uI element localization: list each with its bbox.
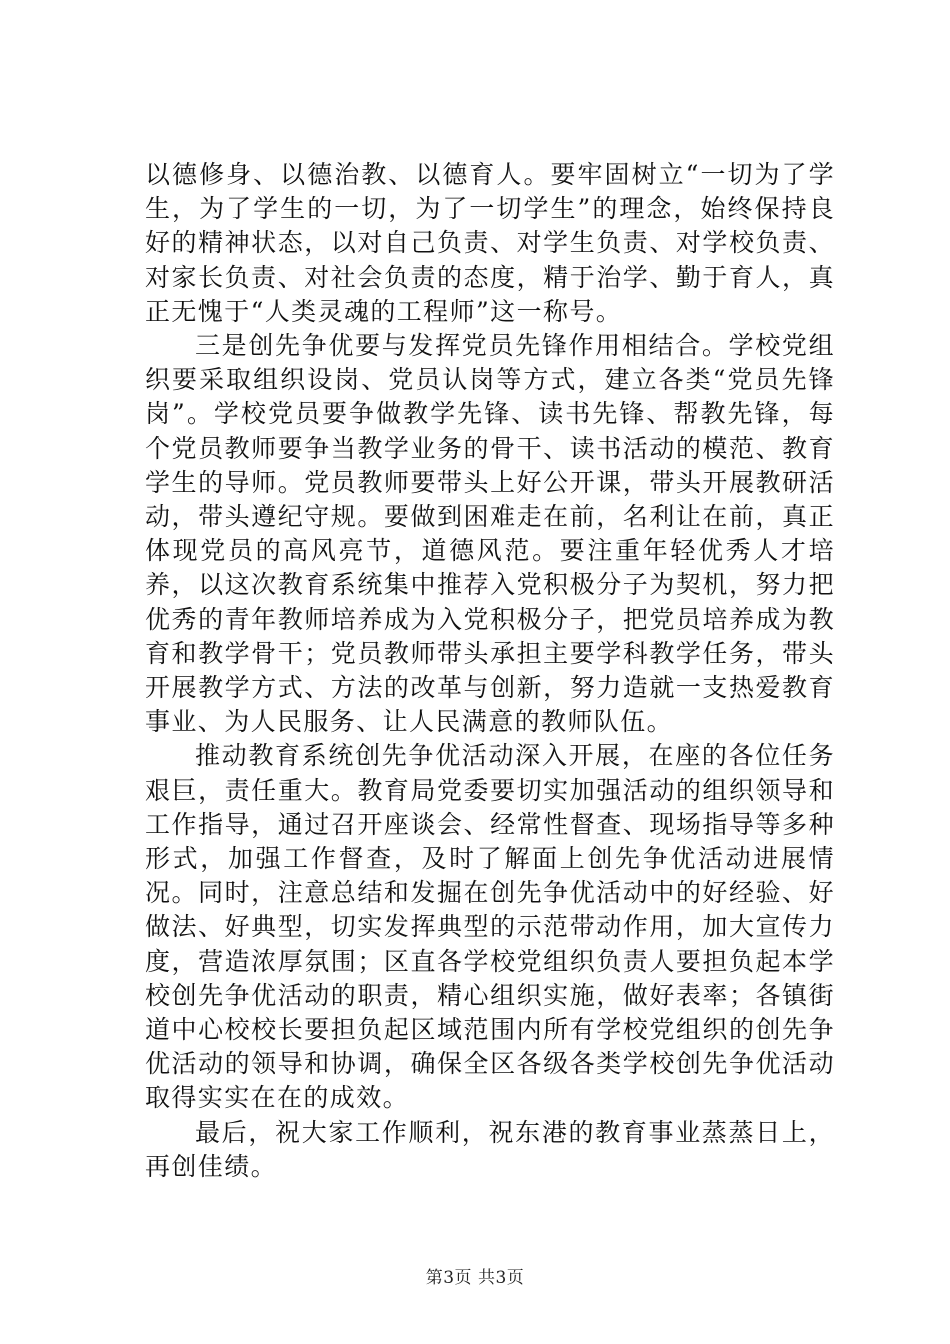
paragraph-4: 最后，祝大家工作顺利，祝东港的教育事业蒸蒸日上，再创佳绩。 xyxy=(145,1117,835,1181)
paragraph-2: 三是创先争优要与发挥党员先锋作用相结合。学校党组织要采取组织设岗、党员认岗等方式，建立各类“党员先锋岗”。学校党员要争做教学先锋、读书先锋、帮教先锋，每个党员教师要争当教学业务的骨干、读书活动的模范、教育学生的导师。党员教师要带头上好公开课，带头开展教研活动，带头遵纪守规。要做到困难走在前，名利让在前，真正体现党员的高风亮节，道德风范。要注重年轻优秀人才培养，以这次教育系统集中推荐入党积极分子为契机，努力把优秀的青年教师培养成为入党积极分子，把党员培养成为教育和教学骨干；党员教师带头承担主要学科教学任务，带头开展教学方式、方法的改革与创新，努力造就一支热爱教育事业、为人民服务、让人民满意的教师队伍。 xyxy=(145,331,835,737)
document-body xyxy=(145,158,835,1184)
page-number-footer: 第3页 共3页 xyxy=(425,1268,525,1288)
paragraph-1: 以德修身、以德治教、以德育人。要牢固树立“一切为了学生，为了学生的一切，为了一切学生”的理念，始终保持良好的精神状态，以对自己负责、对学生负责、对学校负责、对家长负责、对社会负责的态度，精于治学、勤于育人，真正无愧于“人类灵魂的工程师”这一称号。 xyxy=(145,160,835,326)
paragraph-3: 推动教育系统创先争优活动深入开展，在座的各位任务艰巨，责任重大。教育局党委要切实加强活动的组织领导和工作指导，通过召开座谈会、经常性督查、现场指导等多种形式，加强工作督查，及时了解面上创先争优活动进展情况。同时，注意总结和发掘在创先争优活动中的好经验、好做法、好典型，切实发挥典型的示范带动作用，加大宣传力度，营造浓厚氛围；区直各学校党组织负责人要担负起本学校创先争优活动的职责，精心组织实施，做好表率；各镇街道中心校校长要担负起区域范围内所有学校党组织的创先争优活动的领导和协调，确保全区各级各类学校创先争优活动取得实实在在的成效。 xyxy=(145,741,835,1113)
